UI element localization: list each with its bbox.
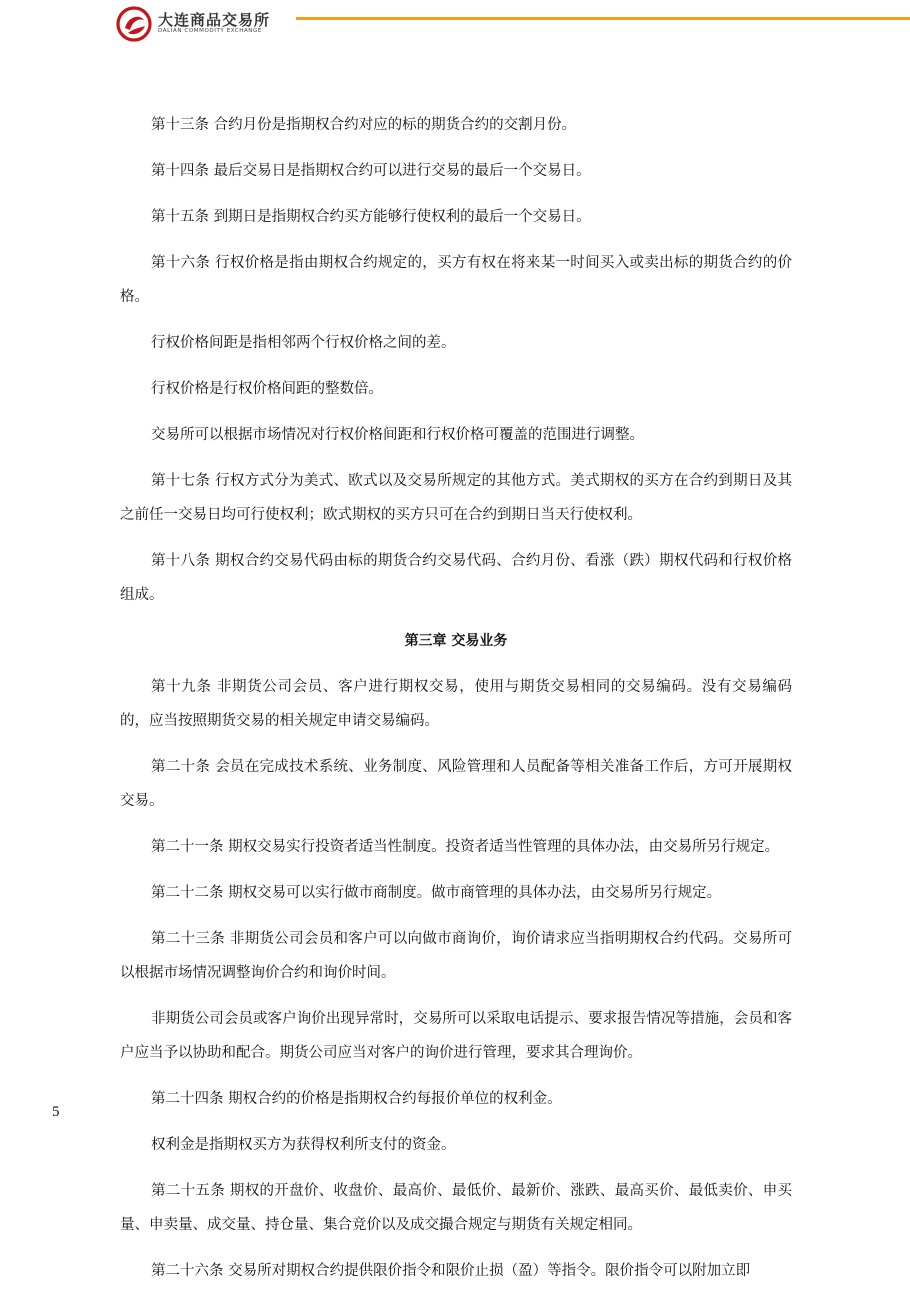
- chapter-title: 第三章 交易业务: [404, 633, 508, 649]
- article-19: 第十九条 非期货公司会员、客户进行期权交易，使用与期货交易相同的交易编码。没有交易编码的，应当按照期货交易的相关规定申请交易编码。: [120, 679, 792, 729]
- article-23-para-2: 非期货公司会员或客户询价出现异常时，交易所可以采取电话提示、要求报告情况等措施，会员和客户应当予以协助和配合。期货公司应当对客户的询价进行管理，要求其合理询价。: [120, 1011, 792, 1061]
- page-header: [0, 0, 910, 44]
- article-22: 第二十二条 期权交易可以实行做市商制度。做市商管理的具体办法，由交易所另行规定。: [151, 885, 722, 901]
- brand-name-cn: 大连商品交易所: [158, 11, 271, 29]
- article-15: 第十五条 到期日是指期权合约买方能够行使权利的最后一个交易日。: [151, 209, 591, 225]
- document-body: [120, 108, 792, 1300]
- article-17: 第十七条 行权方式分为美式、欧式以及交易所规定的其他方式。美式期权的买方在合约到期日及其之前任一交易日均可行使权利；欧式期权的买方只可在合约到期日当天行使权利。: [120, 473, 792, 523]
- article-13: 第十三条 合约月份是指期权合约对应的标的期货合约的交割月份。: [151, 117, 577, 133]
- article-14: 第十四条 最后交易日是指期权合约可以进行交易的最后一个交易日。: [151, 163, 591, 179]
- article-23: 第二十三条 非期货公司会员和客户可以向做市商询价，询价请求应当指明期权合约代码。交易所可以根据市场情况调整询价合约和询价时间。: [120, 931, 792, 981]
- article-24-para-2: 权利金是指期权买方为获得权利所支付的资金。: [151, 1137, 456, 1153]
- article-16-para-4: 交易所可以根据市场情况对行权价格间距和行权价格可覆盖的范围进行调整。: [151, 427, 644, 443]
- article-16-para-3: 行权价格是行权价格间距的整数倍。: [151, 381, 383, 397]
- article-26: 第二十六条 交易所对期权合约提供限价指令和限价止损（盈）等指令。限价指令可以附加立即: [151, 1263, 751, 1279]
- page-number: 5: [52, 1104, 60, 1120]
- article-20: 第二十条 会员在完成技术系统、业务制度、风险管理和人员配备等相关准备工作后，方可开展期权交易。: [120, 759, 792, 809]
- header-divider: [296, 17, 910, 20]
- article-16: 第十六条 行权价格是指由期权合约规定的，买方有权在将来某一时间买入或卖出标的期货合约的价格。: [120, 255, 792, 305]
- article-25: 第二十五条 期权的开盘价、收盘价、最高价、最低价、最新价、涨跌、最高买价、最低卖价、申买量、申卖量、成交量、持仓量、集合竞价以及成交撮合规定与期货有关规定相同。: [120, 1183, 792, 1233]
- brand-name-en: DALIAN COMMODITY EXCHANGE: [158, 28, 262, 34]
- article-21: 第二十一条 期权交易实行投资者适当性制度。投资者适当性管理的具体办法，由交易所另行规定。: [151, 839, 780, 855]
- article-18: 第十八条 期权合约交易代码由标的期货合约交易代码、合约月份、看涨（跌）期权代码和行权价格组成。: [120, 553, 792, 603]
- article-16-para-2: 行权价格间距是指相邻两个行权价格之间的差。: [151, 335, 456, 351]
- dce-logo-icon: [116, 6, 152, 42]
- article-24: 第二十四条 期权合约的价格是指期权合约每报价单位的权利金。: [151, 1091, 562, 1107]
